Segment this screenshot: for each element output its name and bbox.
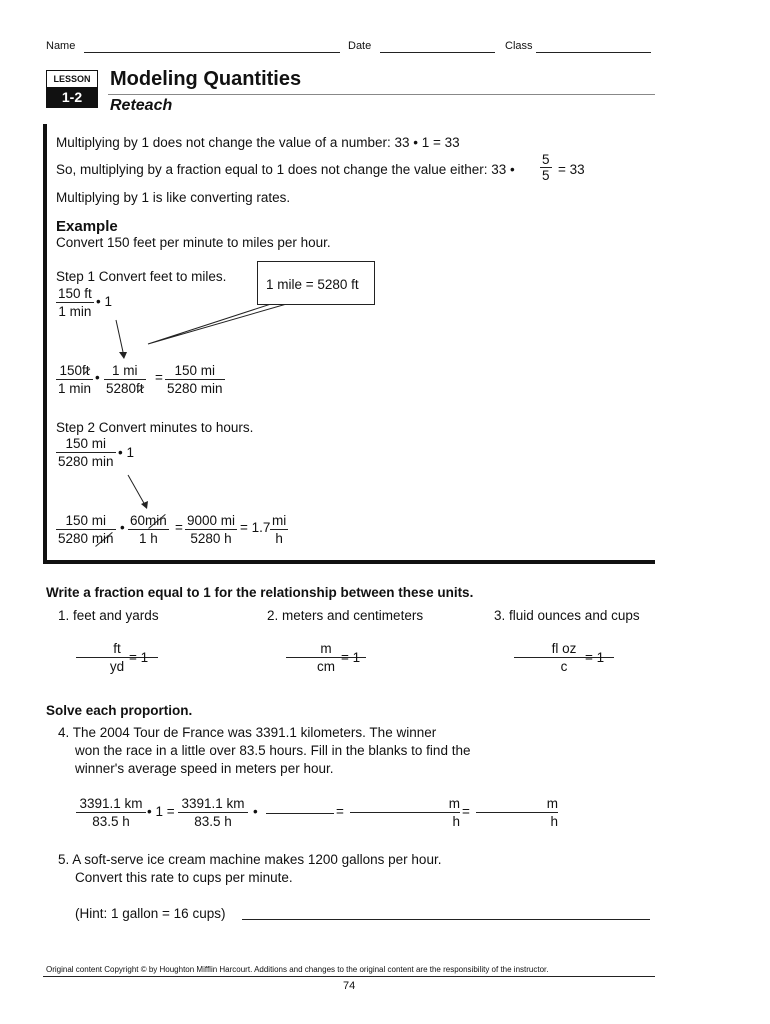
- dot-2: •: [120, 520, 125, 535]
- answer-1-eq: = 1: [129, 650, 149, 665]
- q4-frac-a: 3391.1 km 83.5 h: [76, 795, 146, 830]
- answer-2-fraction[interactable]: m cm: [286, 640, 366, 675]
- question-2: 2. meters and centimeters: [267, 608, 424, 623]
- lesson-subtitle: Reteach: [110, 97, 173, 114]
- copyright: Original content Copyright © by Houghton Mifflin Harcourt. Additions and changes to the original content are the responsibility of the instructor.: [46, 965, 549, 974]
- section1-heading: Write a fraction equal to 1 for the relationship between these units.: [46, 585, 474, 600]
- date-label: Date: [348, 40, 372, 52]
- step1-frac-a: 150ft 1 min: [58, 363, 92, 396]
- question-4-line-2: won the race in a little over 83.5 hours. Fill in the blanks to find the: [75, 743, 471, 758]
- lesson-number: 1-2: [46, 87, 98, 108]
- step2-frac-b: 60min 1 h: [130, 513, 167, 546]
- eq-1: =: [155, 370, 163, 385]
- question-5-hint: (Hint: 1 gallon = 16 cups): [75, 906, 226, 921]
- q4-blank-1[interactable]: [266, 813, 334, 814]
- step2-frac-a: 150 mi 5280 min: [58, 513, 114, 546]
- question-3: 3. fluid ounces and cups: [494, 608, 640, 623]
- page-number: 74: [343, 980, 356, 992]
- reteach-line-2-end: = 33: [558, 162, 585, 177]
- eq-2: =: [175, 520, 183, 535]
- class-label: Class: [505, 40, 533, 52]
- question-4-line-1: 4. The 2004 Tour de France was 3391.1 kilometers. The winner: [58, 725, 437, 740]
- answer-2-eq: = 1: [341, 650, 361, 665]
- answer-3-eq: = 1: [585, 650, 605, 665]
- lesson-tag: LESSON: [46, 70, 98, 89]
- section2-heading: Solve each proportion.: [46, 703, 193, 718]
- five-fifths-fraction: 5 5: [542, 152, 550, 183]
- step-2-label: Step 2 Convert minutes to hours.: [56, 420, 254, 435]
- answer-3-fraction[interactable]: fl oz c: [514, 640, 614, 675]
- approx-value: = 1.7: [240, 520, 271, 535]
- q4-blank-3[interactable]: m h: [476, 795, 558, 830]
- example-heading: Example: [56, 218, 118, 235]
- step-1-label: Step 1 Convert feet to miles.: [56, 269, 227, 284]
- reteach-line-2: So, multiplying by a fraction equal to 1 does not change the value either: 33 •: [56, 162, 515, 177]
- answer-1-fraction[interactable]: ft yd: [76, 640, 158, 675]
- question-1: 1. feet and yards: [58, 608, 159, 623]
- example-text: Convert 150 feet per minute to miles per hour.: [56, 235, 331, 250]
- question-5-answer-line[interactable]: [242, 919, 650, 920]
- step2-frac-c: 9000 mi 5280 h: [187, 513, 236, 546]
- q4-eq-1: =: [336, 804, 344, 819]
- reteach-line-3: Multiplying by 1 is like converting rates.: [56, 190, 291, 205]
- question-4-line-3: winner's average speed in meters per hour.: [75, 761, 334, 776]
- question-5-line-2: Convert this rate to cups per minute.: [75, 870, 293, 885]
- name-label: Name: [46, 40, 76, 52]
- q4-eq-2: =: [462, 804, 470, 819]
- step2-fraction: 150 mi 5280 min: [58, 436, 114, 469]
- callout-text: 1 mile = 5280 ft: [266, 277, 359, 292]
- q4-frac-b: 3391.1 km 83.5 h: [178, 795, 248, 830]
- question-5-line-1: 5. A soft-serve ice cream machine makes 1200 gallons per hour.: [58, 852, 442, 867]
- step1-frac-b: 1 mi 5280ft: [106, 363, 144, 396]
- footer-rule: [43, 976, 655, 977]
- dot-1: •: [95, 370, 100, 385]
- lesson-title: Modeling Quantities: [110, 68, 302, 90]
- reteach-line-1: Multiplying by 1 does not change the value of a number: 33 • 1 = 33: [56, 135, 460, 150]
- q4-dot: •: [253, 804, 258, 819]
- step1-fraction: 150 ft 1 min: [58, 286, 92, 319]
- q4-times-one: • 1 =: [147, 804, 175, 819]
- step2-frac-d: mi h: [272, 513, 287, 546]
- times-one-2: • 1: [118, 445, 134, 460]
- times-one: • 1: [96, 294, 112, 309]
- step1-frac-c: 150 mi 5280 min: [167, 363, 223, 396]
- q4-blank-2[interactable]: m h: [350, 795, 460, 830]
- callout-box: [257, 261, 375, 305]
